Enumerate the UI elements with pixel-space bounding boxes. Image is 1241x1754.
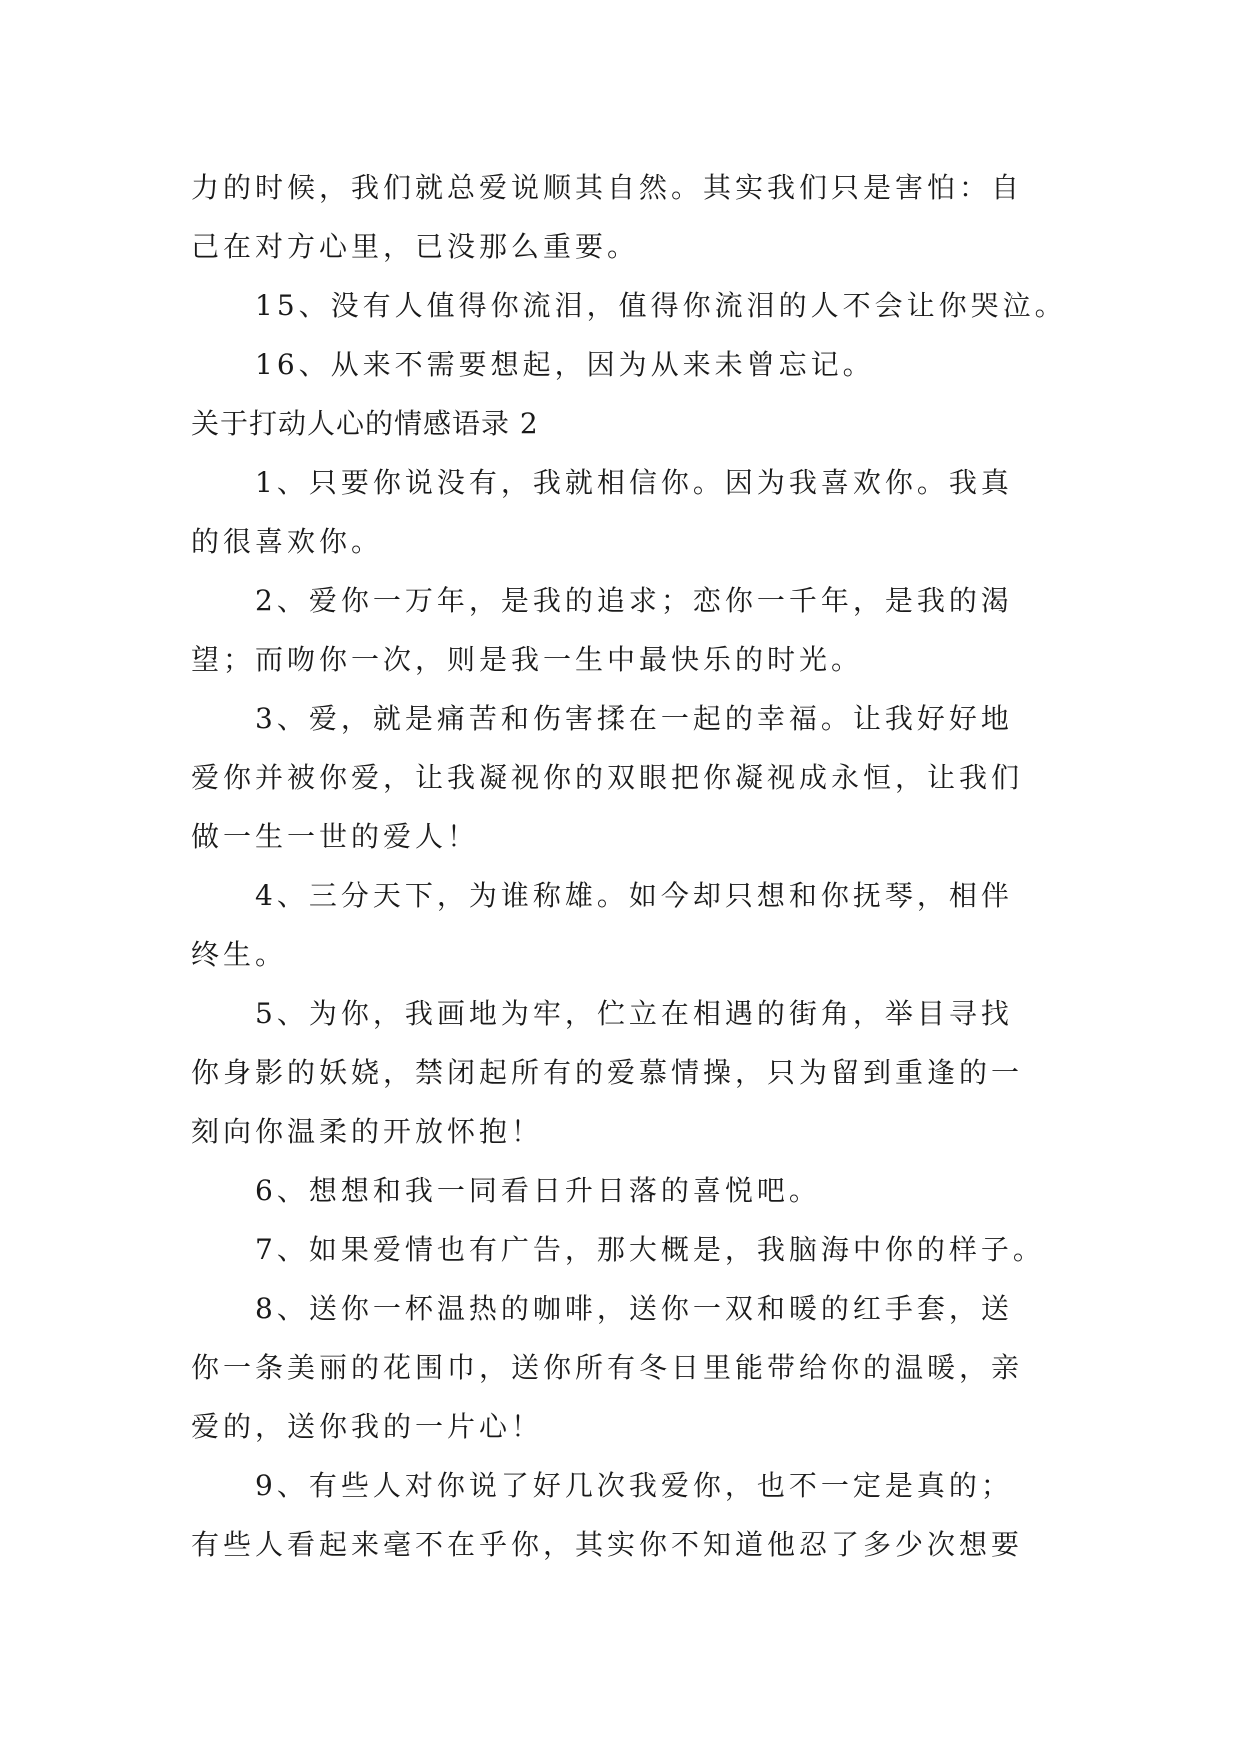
text-line: 1、只要你说没有，我就相信你。因为我喜欢你。我真 [255,466,1013,499]
text-line: 力的时候，我们就总爱说顺其自然。其实我们只是害怕：自 [191,171,1024,204]
text-line: 爱你并被你爱，让我凝视你的双眼把你凝视成永恒，让我们 [191,761,1024,794]
text-line: 9、有些人对你说了好几次我爱你，也不一定是真的； [255,1469,1013,1502]
text-line: 的很喜欢你。 [191,525,384,558]
text-line: 5、为你，我画地为牢，伫立在相遇的街角，举目寻找 [255,997,1013,1030]
text-line: 4、三分天下，为谁称雄。如今却只想和你抚琴，相伴 [255,879,1013,912]
text-line: 6、想想和我一同看日升日落的喜悦吧。 [255,1174,821,1207]
text-line: 爱的，送你我的一片心！ [191,1410,544,1443]
text-line: 3、爱，就是痛苦和伤害揉在一起的幸福。让我好好地 [255,702,1013,735]
text-line: 终生。 [191,938,288,971]
text-line: 有些人看起来毫不在乎你，其实你不知道他忍了多少次想要 [191,1528,1024,1561]
text-line: 你一条美丽的花围巾，送你所有冬日里能带给你的温暖，亲 [191,1351,1024,1384]
document-body [191,158,1067,1574]
text-line: 15、没有人值得你流泪，值得你流泪的人不会让你哭泣。 [255,289,1067,322]
text-line: 你身影的妖娆，禁闭起所有的爱慕情操，只为留到重逢的一 [191,1056,1024,1089]
text-line: 做一生一世的爱人！ [191,820,480,853]
text-line: 己在对方心里，已没那么重要。 [191,230,640,263]
text-line: 望；而吻你一次，则是我一生中最快乐的时光。 [191,643,864,676]
text-line: 2、爱你一万年，是我的追求；恋你一千年，是我的渴 [255,584,1013,617]
text-line: 16、从来不需要想起，因为从来未曾忘记。 [255,348,875,381]
section-heading: 关于打动人心的情感语录 2 [191,407,539,440]
text-line: 刻向你温柔的开放怀抱！ [191,1115,544,1148]
text-line: 7、如果爱情也有广告，那大概是，我脑海中你的样子。 [255,1233,1045,1266]
text-line: 8、送你一杯温热的咖啡，送你一双和暖的红手套，送 [255,1292,1013,1325]
